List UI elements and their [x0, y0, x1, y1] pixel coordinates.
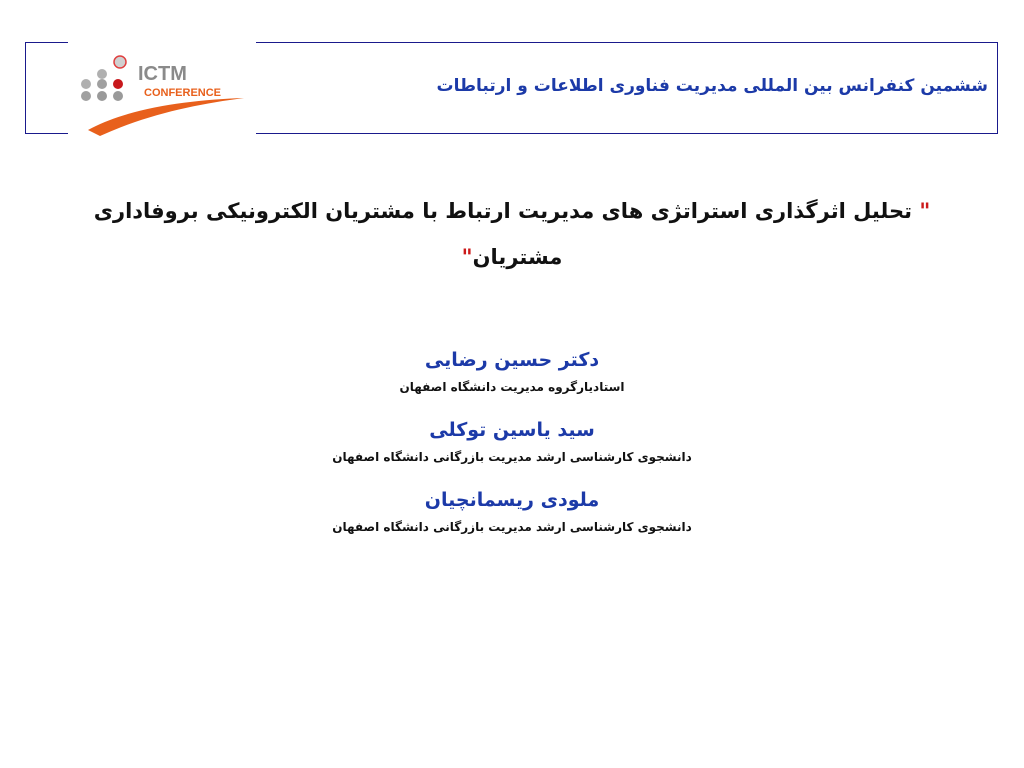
logo-text-bottom: CONFERENCE [144, 87, 222, 99]
conference-title: ششمین کنفرانس بین المللی مدیریت فناوری اطلاعات و ارتباطات [436, 76, 988, 96]
logo-swoosh-icon [88, 98, 244, 136]
author-2 [0, 415, 1024, 467]
title-close-quote: " [461, 245, 473, 269]
logo-text-top: ICTM [138, 63, 187, 85]
title-open-quote: " [919, 199, 931, 223]
paper-title [40, 188, 984, 280]
ictm-logo [68, 38, 256, 138]
logo-dots-icon [81, 56, 126, 101]
author-1 [0, 345, 1024, 397]
author-name: دکتر حسین رضایی [424, 349, 600, 371]
author-affiliation: استادیارگروه مدیریت دانشگاه اصفهان [399, 380, 625, 394]
title-text: تحلیل اثرگذاری استراتژی های مدیریت ارتباط با مشتریان الکترونیکی بروفاداری مشتریان [93, 199, 912, 269]
author-name: ملودی ریسمانچیان [424, 489, 600, 511]
author-affiliation: دانشجوی کارشناسی ارشد مدیریت بازرگانی دانشگاه اصفهان [332, 520, 692, 534]
author-affiliation: دانشجوی کارشناسی ارشد مدیریت بازرگانی دانشگاه اصفهان [332, 450, 692, 464]
authors-block [0, 345, 1024, 555]
author-name: سید یاسین توکلی [429, 419, 595, 441]
author-3 [0, 485, 1024, 537]
